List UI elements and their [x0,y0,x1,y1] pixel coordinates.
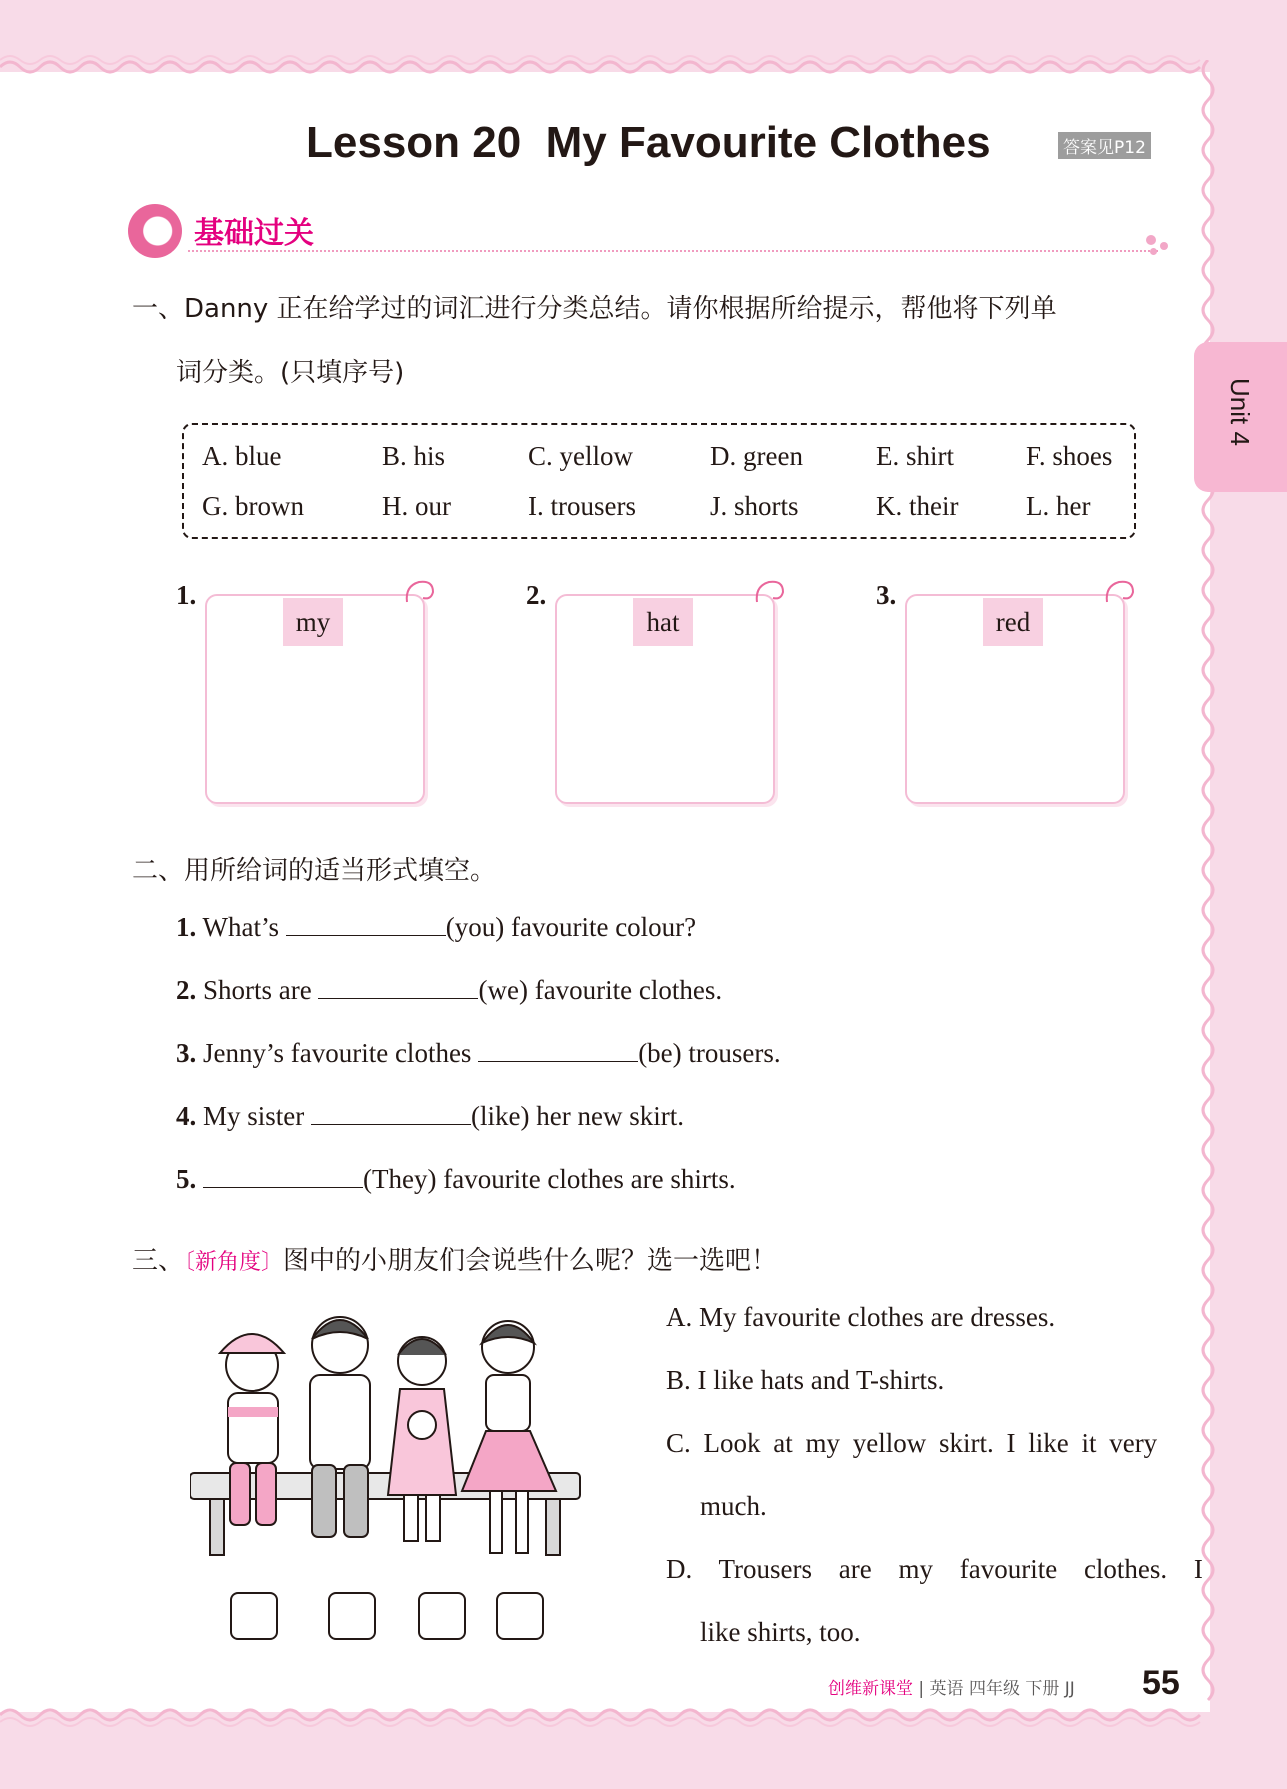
fill-item: 2. Shorts are (we) favourite clothes. [176,975,723,1005]
right-wave-border [1196,60,1226,1710]
divider-dot [1146,235,1156,245]
card-number: 1. [176,580,197,610]
answer-blank[interactable] [311,1124,471,1125]
fill-item: 1. What’s (you) favourite colour? [176,912,697,942]
divider-dot [1150,248,1157,255]
word-item: K. their [876,491,959,521]
word-item: J. shorts [710,491,799,521]
part1-instruction-cont: 词分类。(只填序号) [176,358,405,388]
page-number: 55 [1142,1664,1180,1702]
answer-box[interactable] [418,1592,466,1640]
girl-emblem-icon [128,204,182,258]
part3-instruction: 三、〔新角度〕图中的小朋友们会说些什么呢？选一选吧！ [132,1246,778,1276]
answer-box[interactable] [328,1592,376,1640]
card-category-label: my [283,598,343,646]
footer-book-info: 英语 四年级 下册 JJ [929,1679,1075,1699]
option-d-cont: like shirts, too. [700,1617,861,1647]
footer-brand: 创维新课堂 [828,1679,913,1699]
divider-dot [1160,242,1168,250]
option-c-cont: much. [700,1491,767,1521]
option-b: B. I like hats and T-shirts. [666,1365,945,1395]
card-category-label: hat [633,598,693,646]
section-divider [188,250,1158,252]
word-item: H. our [382,491,451,521]
option-c: C. Look at my yellow skirt. I like it very [666,1428,1158,1458]
fill-item: 5. (They) favourite clothes are shirts. [176,1164,736,1194]
option-a: A. My favourite clothes are dresses. [666,1302,1056,1332]
answer-blank[interactable] [203,1187,363,1188]
section-title: 基础过关 [194,216,314,251]
word-item: G. brown [202,491,304,521]
new-angle-tag: 〔新角度〕 [184,1250,284,1275]
unit-tab-label: Unit 4 [1225,378,1255,446]
option-d: D. Trousers are my favourite clothes. I [666,1554,1203,1584]
footer-info: 创维新课堂 | 英语 四年级 下册 JJ [828,1679,1075,1699]
paperclip-icon [1103,578,1137,606]
word-item: E. shirt [876,441,954,471]
top-wave-border [0,52,1287,82]
answer-blank[interactable] [318,998,478,999]
word-item: F. shoes [1026,441,1113,471]
children-on-bench-illustration [190,1295,590,1575]
word-bank [182,423,1136,539]
word-item: A. blue [202,441,282,471]
answer-box[interactable] [230,1592,278,1640]
fill-item: 4. My sister (like) her new skirt. [176,1101,684,1131]
word-item: L. her [1026,491,1091,521]
word-item: B. his [382,441,446,471]
paperclip-icon [403,578,437,606]
fill-item: 3. Jenny’s favourite clothes (be) trousers. [176,1038,781,1068]
answer-blank[interactable] [478,1061,638,1062]
bottom-wave-border [0,1700,1287,1730]
answer-blank[interactable] [286,935,446,936]
paperclip-icon [753,578,787,606]
card-number: 3. [876,580,897,610]
card-number: 2. [526,580,547,610]
card-category-label: red [983,598,1043,646]
word-item: D. green [710,441,803,471]
section-header [128,204,1168,260]
lesson-title: Lesson 20 My Favourite Clothes [306,118,991,167]
word-item: C. yellow [528,441,633,471]
part2-instruction: 二、用所给词的适当形式填空。 [132,856,497,886]
part1-instruction: 一、Danny 正在给学过的词汇进行分类总结。请你根据所给提示，帮他将下列单 [132,294,1057,324]
unit-tab [1194,342,1287,492]
answer-reference-badge: 答案见P12 [1058,132,1151,159]
answer-box[interactable] [496,1592,544,1640]
word-item: I. trousers [528,491,636,521]
